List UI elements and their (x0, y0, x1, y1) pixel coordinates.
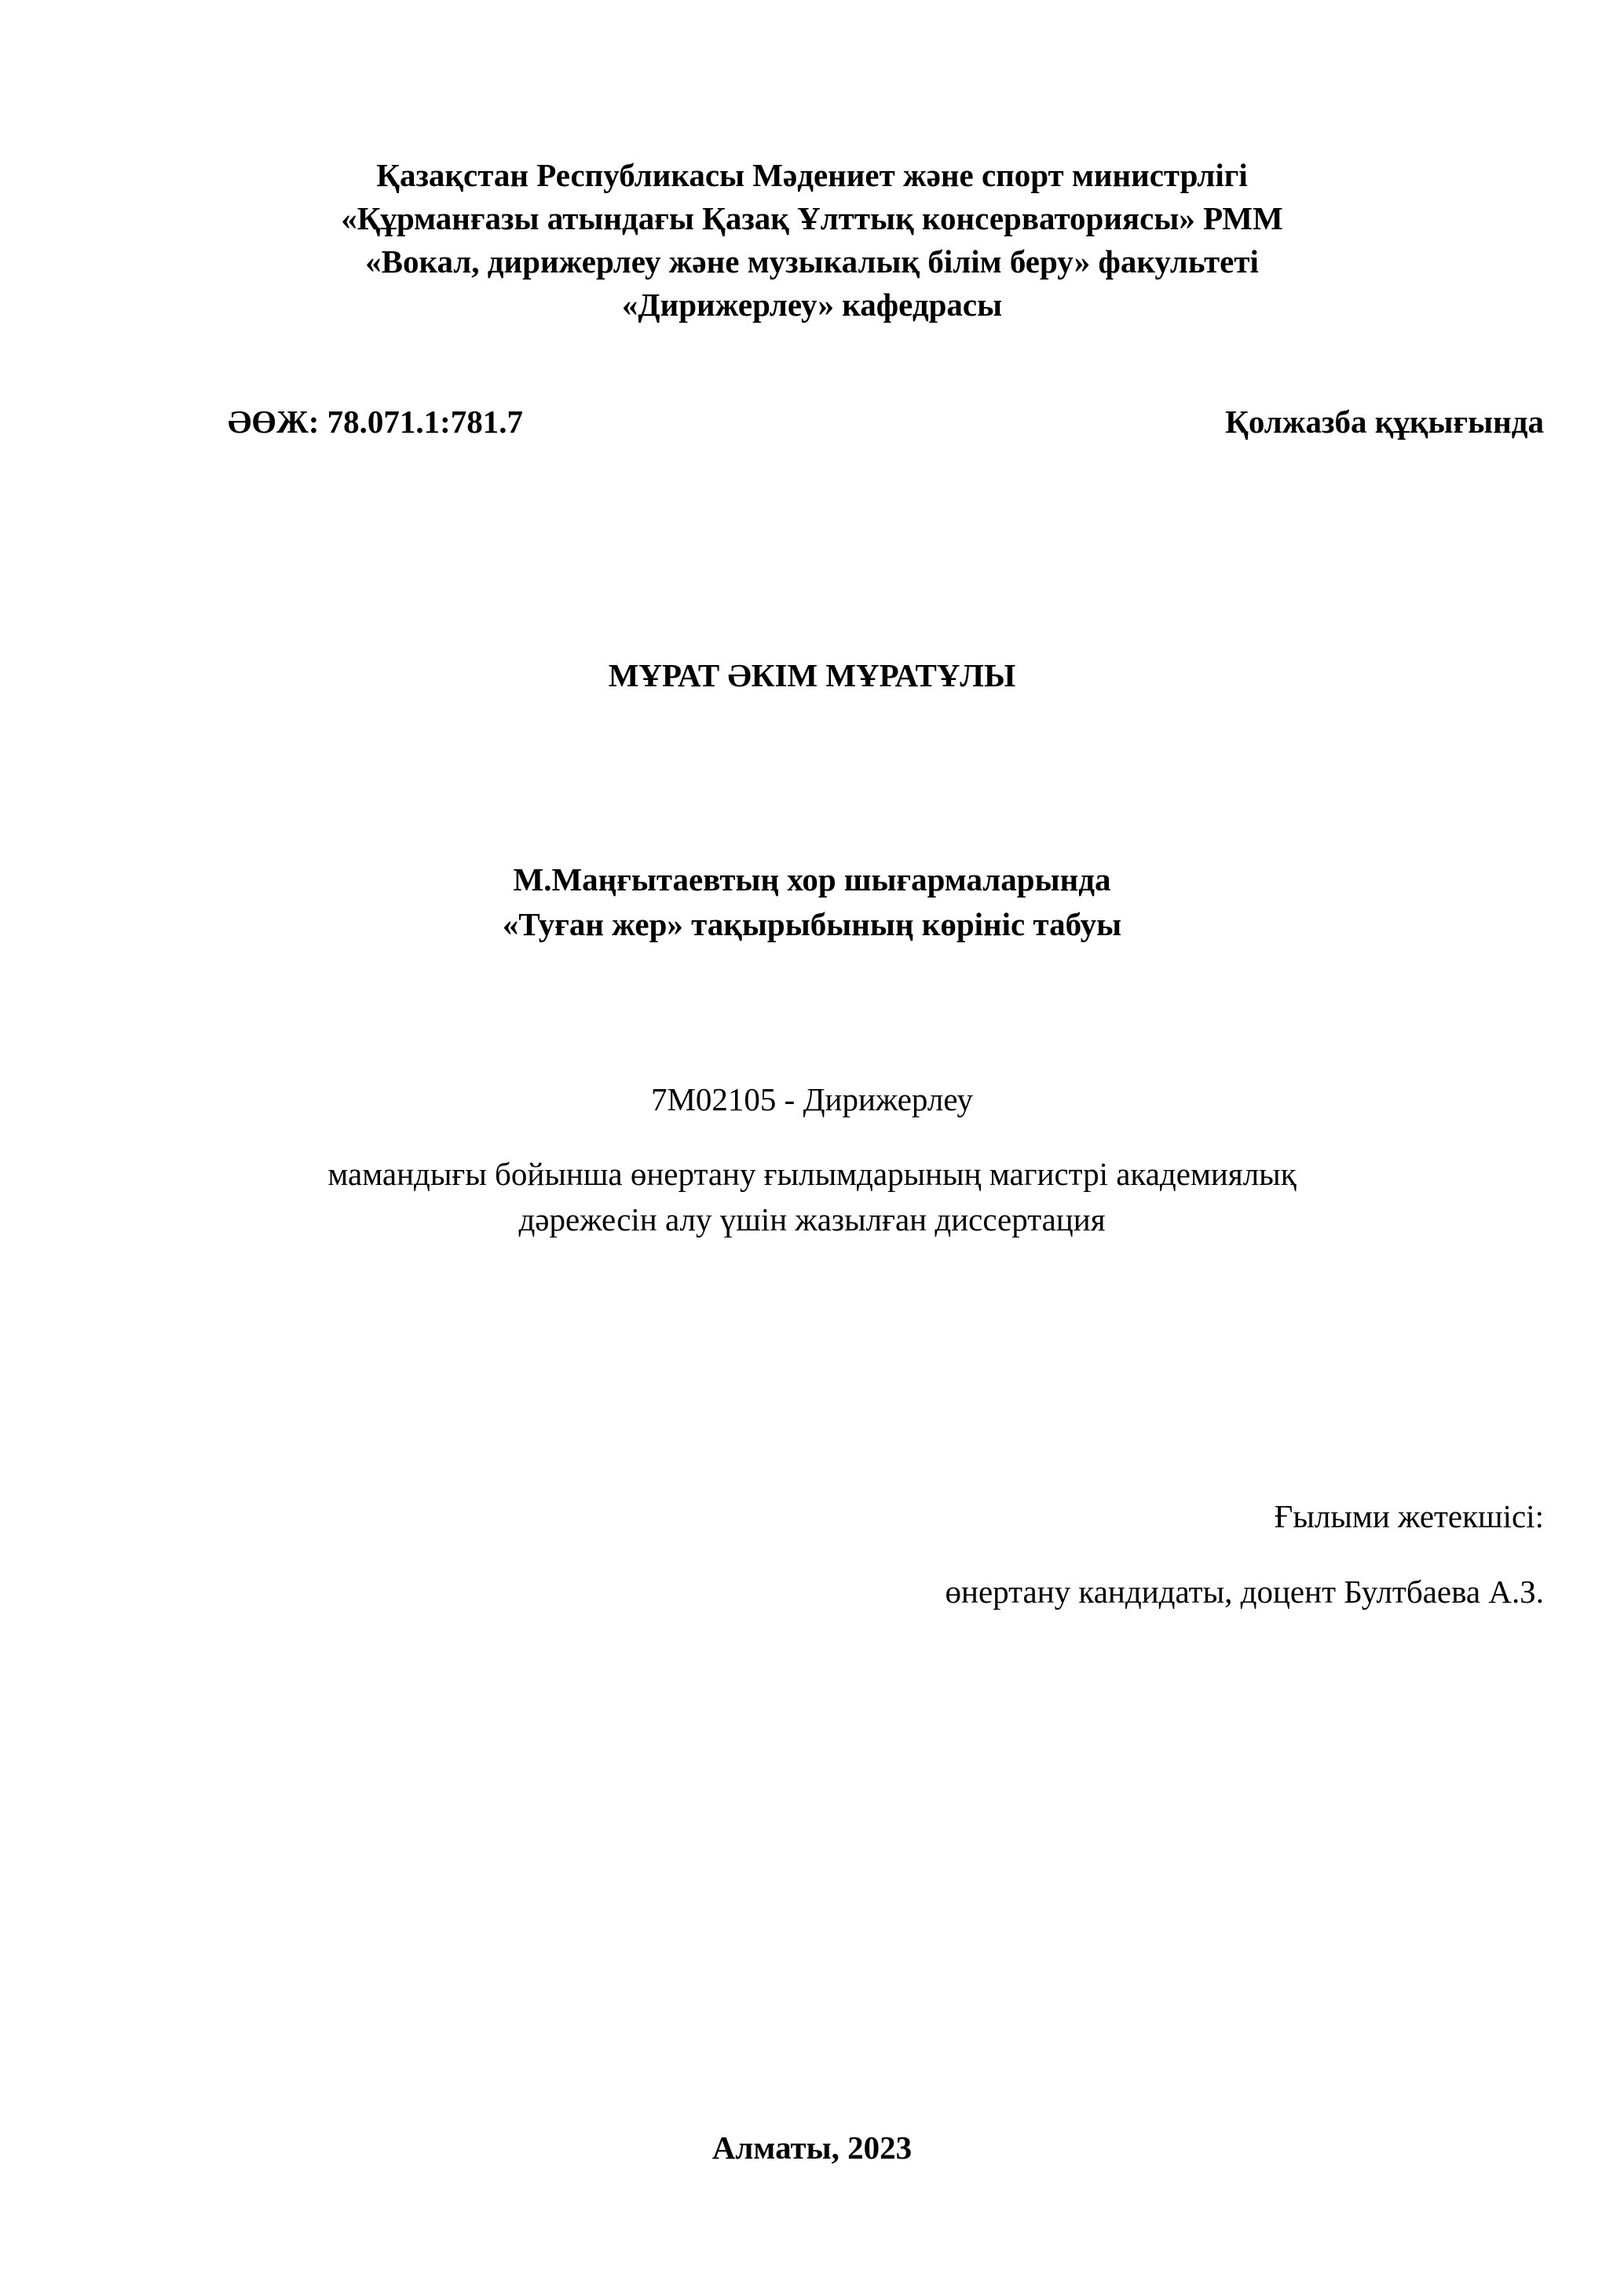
title-line-2: «Туған жер» тақырыбының көрініс табуы (502, 906, 1122, 942)
dissertation-purpose (0, 1151, 1624, 1242)
author-name: МҰРАТ ӘКІМ МҰРАТҰЛЫ (608, 657, 1016, 693)
supervisor-name: өнертану кандидаты, доцент Бултбаева А.З. (945, 1574, 1544, 1610)
department-line: «Дирижерлеу» кафедрасы (621, 287, 1003, 323)
manuscript-rights: Қолжазба құқығында (1225, 404, 1544, 440)
dissertation-title (0, 857, 1624, 947)
supervisor-block (946, 1495, 1544, 1614)
purpose-line-2: дәрежесін алу үшін жазылған диссертация (518, 1201, 1106, 1238)
specialty-code: 7М02105 - Дирижерлеу (650, 1081, 974, 1117)
institution-header (0, 154, 1624, 327)
conservatory-line: «Құрманғазы атындағы Қазақ Ұлттық консерваториясы» РММ (341, 200, 1283, 236)
supervisor-label: Ғылыми жетекшісі: (1274, 1498, 1544, 1534)
city-year: Алматы, 2023 (711, 2130, 913, 2166)
title-line-1: М.Маңғытаевтың хор шығармаларында (513, 861, 1111, 898)
faculty-line: «Вокал, дирижерлеу және музыкалық білім беру» факультеті (365, 243, 1259, 280)
udc-code: ӘӨЖ: 78.071.1:781.7 (228, 404, 524, 440)
ministry-line: Қазақстан Республикасы Мәдениет және спорт министрлігі (376, 157, 1248, 193)
purpose-line-1: мамандығы бойынша өнертану ғылымдарының магистрі академиялық (327, 1156, 1297, 1192)
